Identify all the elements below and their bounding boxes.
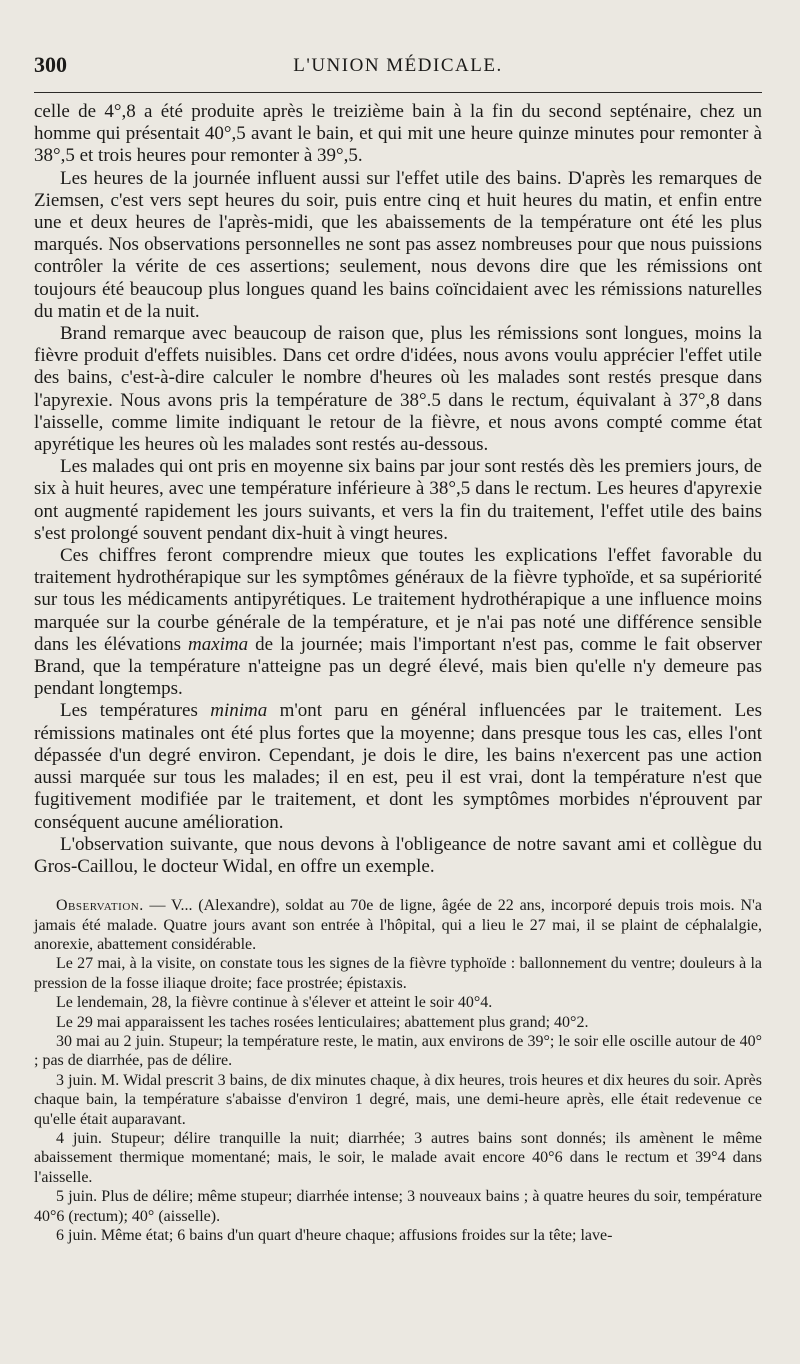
page-header xyxy=(34,0,762,93)
observation-section xyxy=(34,896,762,1245)
paragraph: Les malades qui ont pris en moyenne six bains par jour sont restés dès les premiers jours, de six à huit heures, avec une température inférieure à 38°,5 dans le rectum. Les heures d'apyrexie ont augmenté rapidement les jours suivants, et vers la fin du traitement, l'effet utile des bains s'est prolongé souvent pendant dix-huit à vingt heures. xyxy=(34,456,762,544)
paragraph: Brand remarque avec beaucoup de raison que, plus les rémissions sont longues, moins la fièvre produit d'effets nuisibles. Dans cet ordre d'idées, nous avons voulu apprécier l'effet utile des bains, c'est-à-dire calculer le nombre d'heures où les malades sont restés presque dans l'apyrexie. Nous avons pris la température de 38°.5 dans le rectum, équivalant à 37°,8 dans l'aisselle, comme limite indiquant le retour de la fièvre, et nous avons compté comme état apyrétique les heures où les malades sont restés au-dessous. xyxy=(34,323,762,456)
observation-entry: Le 27 mai, à la visite, on constate tous les signes de la fièvre typhoïde : ballonnement du ventre; douleurs à la pression de la fosse iliaque droite; face prostrée; épistaxis. xyxy=(34,955,762,992)
observation-entry: 5 juin. Plus de délire; même stupeur; diarrhée intense; 3 nouveaux bains ; à quatre heures du soir, température 40°6 (rectum); 40° (aisselle). xyxy=(34,1188,762,1225)
paragraph-text: de la journée; mais l'important n'est pas, comme le fait observer Brand, que la température n'atteigne pas un degré élevé, mais bien qu'elle n'y demeure pas pendant longtemps. xyxy=(34,633,763,700)
paragraph: celle de 4°,8 a été produite après le treizième bain à la fin du second septénaire, chez un homme qui présentait 40°,5 avant le bain, et qui mit une heure quinze minutes pour remonter à 38°,5 et trois heures pour remonter à 39°,5. xyxy=(34,101,762,167)
paragraph: Les heures de la journée influent aussi sur l'effet utile des bains. D'après les remarques de Ziemsen, c'est vers sept heures du soir, puis entre cinq et huit heures du matin, et enfin entre une et deux heures de l'après-midi, que les abaissements de la température ont été les plus marqués. Nos observations personnelles ne sont pas assez nombreuses pour que nous puissions contrôler la vérite de ces assertions; seulement, nous devons dire que les rémissions ont toujours été beaucoup plus longues quand les bains coïncidaient avec les rémissions naturelles du matin et de la nuit. xyxy=(34,167,762,322)
observation-entry: 4 juin. Stupeur; délire tranquille la nuit; diarrhée; 3 autres bains sont donnés; ils amènent le même abaissement thermique momentané; mais, le soir, le malade avait encore 40°6 dans le rectum et 39°4 dans l'aisselle. xyxy=(34,1129,762,1186)
paragraph-text: Les températures xyxy=(60,700,198,722)
paragraph-text: m'ont paru en général influencées par le traitement. Les rémissions matinales ont été plus fortes que la moyenne; dans presque tous les cas, elles l'ont dépassée d'un degré environ. Cependant, je dois le dire, les bains n'exercent pas une action aussi marquée sur tous les malades; il en est, peu il est vrai, dont la température n'est que fugitivement modifiée par le traitement, et dont les symptômes morbides n'éprouvent par conséquent aucune amélioration. xyxy=(34,700,763,833)
observation-entry: Le 29 mai apparaissent les taches rosées lenticulaires; abattement plus grand; 40°2. xyxy=(56,1013,589,1031)
observation-heading: Observation. xyxy=(56,897,144,915)
page-number: 300 xyxy=(34,52,67,77)
italic-term: maxima xyxy=(187,633,249,655)
observation-entry: 30 mai au 2 juin. Stupeur; la température reste, le matin, aux environs de 39°; le soir elle oscille autour de 40° ; pas de diarrhée, pas de délire. xyxy=(34,1032,762,1070)
observation-entry: 3 juin. M. Widal prescrit 3 bains, de dix minutes chaque, à dix heures, trois heures et dix heures du soir. Après chaque bain, la température s'abaisse d'environ 1 degré, mais, une demi-heure après, elle était redevenue ce qu'elle était auparavant. xyxy=(34,1071,762,1128)
running-title: L'UNION MÉDICALE. xyxy=(293,55,503,76)
paragraph-text: Ces chiffres feront comprendre mieux que toutes les explications l'effet favorable du traitement hydrothérapique sur les symptômes généraux de la fièvre typhoïde, et sa supériorité sur tous les médicaments antipyrétiques. Le traitement hydrothérapique a une influence moins marquée sur la courbe générale de la température, et je n'ai pas noté une différence sensible dans les élévations xyxy=(34,545,762,655)
observation-lead xyxy=(34,896,762,954)
paragraph xyxy=(34,700,762,833)
observation-lead-text: — V... (Alexandre), soldat au 70e de ligne, âgée de 22 ans, incorporé depuis trois mois. N'a jamais été malade. Quatre jours avant son entrée à l'hôpital, qui a lieu le 27 mai, il se plaint de céphalalgie, anorexie, abattement considérable. xyxy=(34,897,763,953)
paragraph xyxy=(34,545,762,700)
paragraph: L'observation suivante, que nous devons à l'obligeance de notre savant ami et collègue du Gros-Caillou, le docteur Widal, en offre un exemple. xyxy=(34,833,762,877)
article-body xyxy=(34,93,762,878)
italic-term: minima xyxy=(210,700,268,722)
observation-entry: 6 juin. Même état; 6 bains d'un quart d'heure chaque; affusions froides sur la tête; lave- xyxy=(56,1227,613,1245)
observation-entry: Le lendemain, 28, la fièvre continue à s'élever et atteint le soir 40°4. xyxy=(56,994,493,1012)
